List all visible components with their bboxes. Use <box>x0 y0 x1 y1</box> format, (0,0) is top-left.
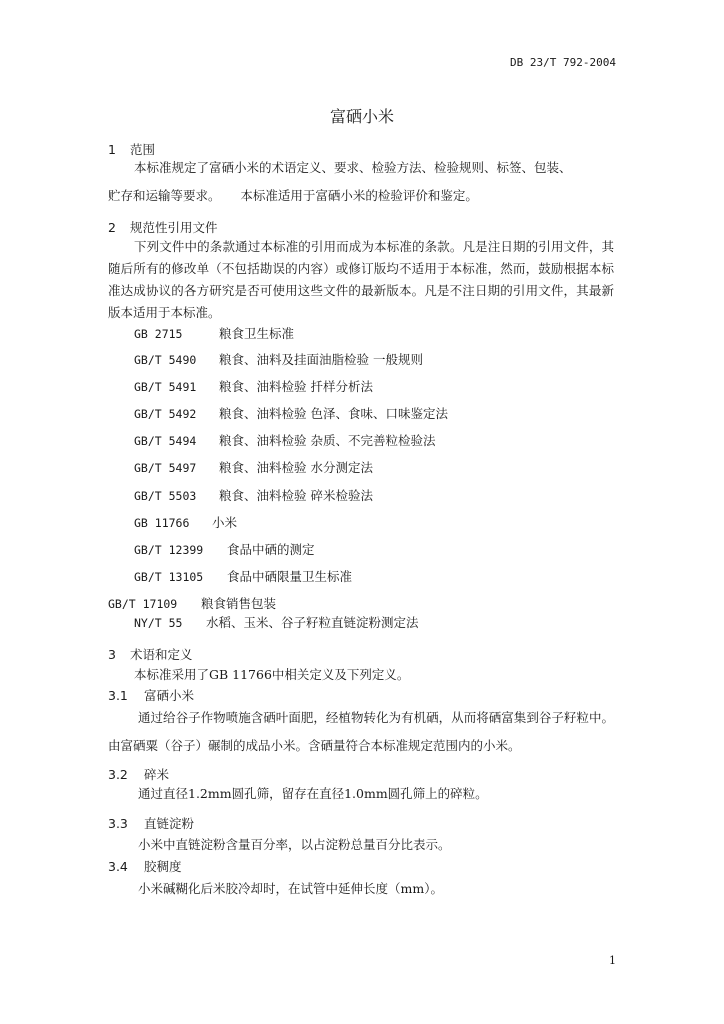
reference-item <box>108 594 276 612</box>
section-title: 范围 <box>130 142 156 157</box>
section-title: 术语和定义 <box>130 647 193 662</box>
reference-item <box>134 431 435 449</box>
reference-code: GB/T 5492 <box>134 407 197 421</box>
reference-item <box>134 377 373 395</box>
reference-code: GB 2715 <box>134 327 183 341</box>
reference-code: GB/T 5497 <box>134 461 197 475</box>
reference-code: GB/T 5494 <box>134 434 197 448</box>
term-heading <box>108 814 194 832</box>
section-2-heading <box>108 218 218 236</box>
reference-title: 粮食、油料检验 水分测定法 <box>219 460 373 475</box>
term-definition: 通过给谷子作物喷施含硒叶面肥，经植物转化为有机硒，从而将硒富集到谷子籽粒中。由富硒粟（谷子）碾制的成品小米。含硒量符合本标准规定范围内的小米。 <box>108 710 614 753</box>
term-heading <box>108 765 169 783</box>
section-number: 1 <box>108 142 116 157</box>
term-number: 3.2 <box>108 767 128 782</box>
reference-item <box>134 567 352 585</box>
term-name: 碎米 <box>144 767 170 782</box>
section-2-paragraph: 下列文件中的条款通过本标准的引用而成为本标准的条款。凡是注日期的引用文件，其随后所有的修改单（不包括勘误的内容）或修订版均不适用于本标准，然而，鼓励根据本标准达成协议的各方研究是否可使用这些文件的最新版本。凡是不注日期的引用文件，其最新版本适用于本标准。 <box>108 239 614 320</box>
section-number: 2 <box>108 220 116 235</box>
section-title: 规范性引用文件 <box>130 220 218 235</box>
document-code: DB 23/T 792-2004 <box>510 56 616 69</box>
reference-code: GB/T 5491 <box>134 380 197 394</box>
term-definition: 小米中直链淀粉含量百分率，以占淀粉总量百分比表示。 <box>138 837 451 852</box>
section-number: 3 <box>108 647 116 662</box>
term-number: 3.3 <box>108 816 128 831</box>
reference-title: 粮食、油料检验 碎米检验法 <box>219 488 373 503</box>
reference-code: GB/T 5490 <box>134 353 197 367</box>
reference-code: GB/T 5503 <box>134 489 197 503</box>
reference-title: 小米 <box>212 515 238 530</box>
term-definition: 通过直径1.2mm圆孔筛，留存在直径1.0mm圆孔筛上的碎粒。 <box>138 786 488 801</box>
section-1-line-2: 贮存和运输等要求。 本标准适用于富硒小米的检验评价和鉴定。 <box>108 188 478 203</box>
reference-item <box>134 486 373 504</box>
reference-title: 粮食、油料检验 扦样分析法 <box>219 379 373 394</box>
reference-code: GB/T 17109 <box>108 597 178 611</box>
reference-item <box>134 513 237 531</box>
reference-title: 粮食销售包装 <box>201 596 277 611</box>
reference-code: GB 11766 <box>134 516 190 530</box>
term-name: 直链淀粉 <box>144 816 195 831</box>
reference-item <box>134 540 315 558</box>
reference-item <box>134 613 419 631</box>
section-1-heading <box>108 140 155 158</box>
reference-title: 粮食、油料检验 杂质、不完善粒检验法 <box>219 433 436 448</box>
section-3-heading <box>108 645 193 663</box>
reference-title: 食品中硒限量卫生标准 <box>227 569 353 584</box>
reference-title: 粮食卫生标准 <box>219 326 295 341</box>
term-number: 3.1 <box>108 688 128 703</box>
reference-item <box>134 324 294 342</box>
reference-code: GB/T 12399 <box>134 543 204 557</box>
term-heading <box>108 857 182 875</box>
reference-code: NY/T 55 <box>134 616 183 630</box>
reference-item <box>134 404 448 422</box>
reference-item <box>134 458 373 476</box>
reference-title: 粮食、油料及挂面油脂检验 一般规则 <box>219 352 423 367</box>
document-title: 富硒小米 <box>329 107 394 126</box>
reference-title: 粮食、油料检验 色泽、食味、口味鉴定法 <box>219 406 448 421</box>
term-number: 3.4 <box>108 859 128 874</box>
section-1-line-1: 本标准规定了富硒小米的术语定义、要求、检验方法、检验规则、标签、包装、 <box>134 160 572 175</box>
term-name: 胶稠度 <box>144 859 182 874</box>
reference-item <box>134 350 423 368</box>
reference-title: 水稻、玉米、谷子籽粒直链淀粉测定法 <box>206 615 419 630</box>
term-name: 富硒小米 <box>144 688 195 703</box>
term-heading <box>108 686 194 704</box>
page-number: 1 <box>609 954 616 967</box>
reference-code: GB/T 13105 <box>134 570 204 584</box>
section-3-intro: 本标准采用了GB 11766中相关定义及下列定义。 <box>134 667 410 682</box>
reference-title: 食品中硒的测定 <box>227 542 315 557</box>
term-definition: 小米碱糊化后米胶冷却时，在试管中延伸长度（mm）。 <box>138 881 443 896</box>
